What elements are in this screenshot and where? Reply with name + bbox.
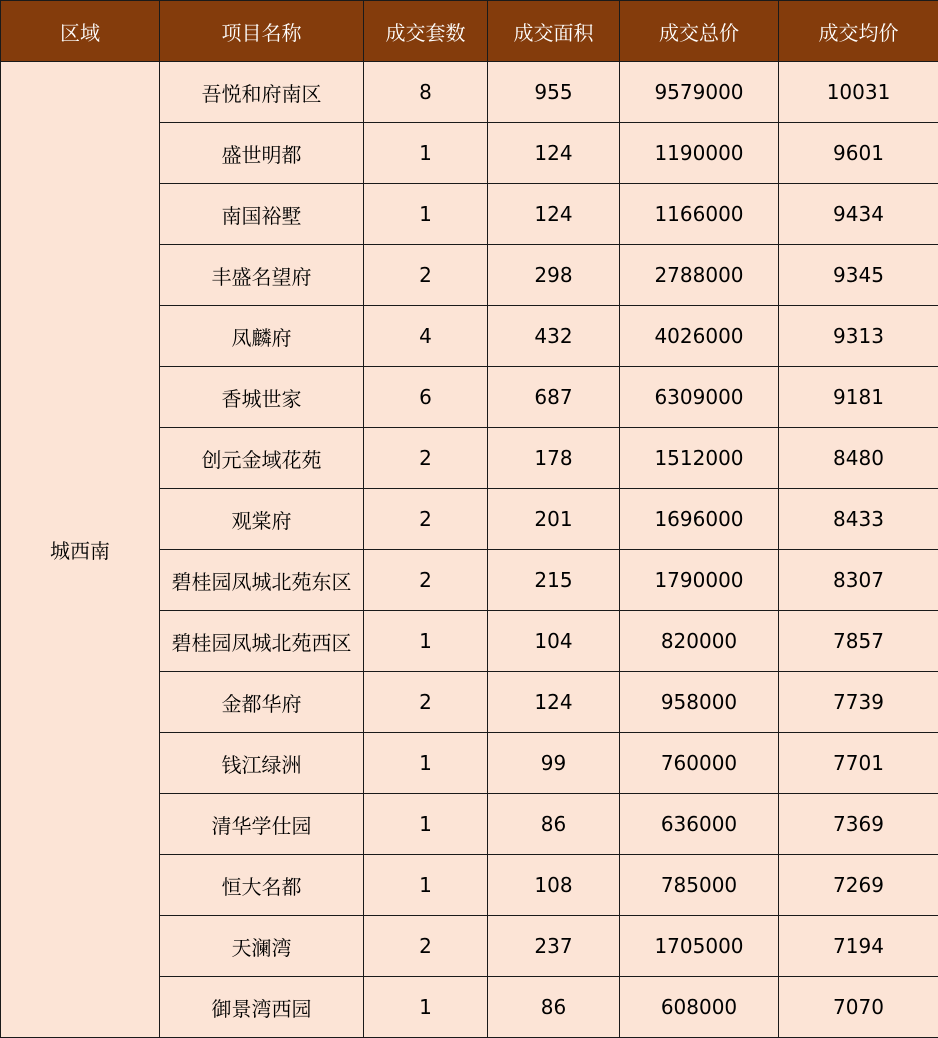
project-name-cell: 盛世明都 xyxy=(160,123,364,184)
region-cell: 城西南 xyxy=(1,62,160,1038)
area-sold-cell: 237 xyxy=(488,916,620,977)
area-sold-cell: 215 xyxy=(488,550,620,611)
project-name-cell: 观棠府 xyxy=(160,489,364,550)
total-price-cell: 1790000 xyxy=(620,550,779,611)
average-price-cell: 7194 xyxy=(779,916,938,977)
area-sold-cell: 178 xyxy=(488,428,620,489)
area-sold-cell: 99 xyxy=(488,733,620,794)
units-sold-cell: 1 xyxy=(364,794,488,855)
header-row xyxy=(1,1,938,62)
average-price-cell: 8433 xyxy=(779,489,938,550)
average-price-cell: 9434 xyxy=(779,184,938,245)
average-price-cell: 7701 xyxy=(779,733,938,794)
units-sold-cell: 1 xyxy=(364,733,488,794)
average-price-cell: 7739 xyxy=(779,672,938,733)
project-name-cell: 碧桂园凤城北苑东区 xyxy=(160,550,364,611)
average-price-cell: 10031 xyxy=(779,62,938,123)
area-sold-cell: 298 xyxy=(488,245,620,306)
units-sold-cell: 1 xyxy=(364,123,488,184)
area-sold-cell: 104 xyxy=(488,611,620,672)
project-name-cell: 恒大名都 xyxy=(160,855,364,916)
header-area-sold: 成交面积 xyxy=(488,1,620,62)
total-price-cell: 1512000 xyxy=(620,428,779,489)
units-sold-cell: 2 xyxy=(364,428,488,489)
project-name-cell: 凤麟府 xyxy=(160,306,364,367)
total-price-cell: 608000 xyxy=(620,977,779,1038)
average-price-cell: 8307 xyxy=(779,550,938,611)
total-price-cell: 1166000 xyxy=(620,184,779,245)
units-sold-cell: 2 xyxy=(364,550,488,611)
total-price-cell: 1190000 xyxy=(620,123,779,184)
units-sold-cell: 1 xyxy=(364,855,488,916)
header-region: 区域 xyxy=(1,1,160,62)
area-sold-cell: 108 xyxy=(488,855,620,916)
project-name-cell: 南国裕墅 xyxy=(160,184,364,245)
table-body xyxy=(1,62,938,1038)
area-sold-cell: 687 xyxy=(488,367,620,428)
header-total-price: 成交总价 xyxy=(620,1,779,62)
total-price-cell: 785000 xyxy=(620,855,779,916)
average-price-cell: 9313 xyxy=(779,306,938,367)
table-row xyxy=(1,62,938,123)
units-sold-cell: 2 xyxy=(364,916,488,977)
total-price-cell: 4026000 xyxy=(620,306,779,367)
units-sold-cell: 2 xyxy=(364,245,488,306)
units-sold-cell: 4 xyxy=(364,306,488,367)
project-name-cell: 金都华府 xyxy=(160,672,364,733)
project-name-cell: 创元金域花苑 xyxy=(160,428,364,489)
units-sold-cell: 2 xyxy=(364,672,488,733)
total-price-cell: 9579000 xyxy=(620,62,779,123)
header-average-price: 成交均价 xyxy=(779,1,938,62)
total-price-cell: 636000 xyxy=(620,794,779,855)
project-name-cell: 吾悦和府南区 xyxy=(160,62,364,123)
project-name-cell: 御景湾西园 xyxy=(160,977,364,1038)
area-sold-cell: 86 xyxy=(488,794,620,855)
total-price-cell: 760000 xyxy=(620,733,779,794)
average-price-cell: 7269 xyxy=(779,855,938,916)
area-sold-cell: 86 xyxy=(488,977,620,1038)
project-name-cell: 丰盛名望府 xyxy=(160,245,364,306)
project-name-cell: 钱江绿洲 xyxy=(160,733,364,794)
average-price-cell: 7070 xyxy=(779,977,938,1038)
units-sold-cell: 1 xyxy=(364,977,488,1038)
units-sold-cell: 1 xyxy=(364,184,488,245)
area-sold-cell: 432 xyxy=(488,306,620,367)
average-price-cell: 9601 xyxy=(779,123,938,184)
units-sold-cell: 2 xyxy=(364,489,488,550)
header-units-sold: 成交套数 xyxy=(364,1,488,62)
units-sold-cell: 6 xyxy=(364,367,488,428)
total-price-cell: 1705000 xyxy=(620,916,779,977)
average-price-cell: 7369 xyxy=(779,794,938,855)
total-price-cell: 958000 xyxy=(620,672,779,733)
average-price-cell: 9345 xyxy=(779,245,938,306)
header-project-name: 项目名称 xyxy=(160,1,364,62)
project-name-cell: 香城世家 xyxy=(160,367,364,428)
project-name-cell: 清华学仕园 xyxy=(160,794,364,855)
total-price-cell: 6309000 xyxy=(620,367,779,428)
area-sold-cell: 124 xyxy=(488,123,620,184)
project-name-cell: 碧桂园凤城北苑西区 xyxy=(160,611,364,672)
average-price-cell: 7857 xyxy=(779,611,938,672)
project-name-cell: 天澜湾 xyxy=(160,916,364,977)
total-price-cell: 1696000 xyxy=(620,489,779,550)
total-price-cell: 820000 xyxy=(620,611,779,672)
area-sold-cell: 124 xyxy=(488,672,620,733)
area-sold-cell: 124 xyxy=(488,184,620,245)
table-header xyxy=(1,1,938,62)
units-sold-cell: 1 xyxy=(364,611,488,672)
units-sold-cell: 8 xyxy=(364,62,488,123)
area-sold-cell: 201 xyxy=(488,489,620,550)
average-price-cell: 9181 xyxy=(779,367,938,428)
area-sold-cell: 955 xyxy=(488,62,620,123)
average-price-cell: 8480 xyxy=(779,428,938,489)
total-price-cell: 2788000 xyxy=(620,245,779,306)
